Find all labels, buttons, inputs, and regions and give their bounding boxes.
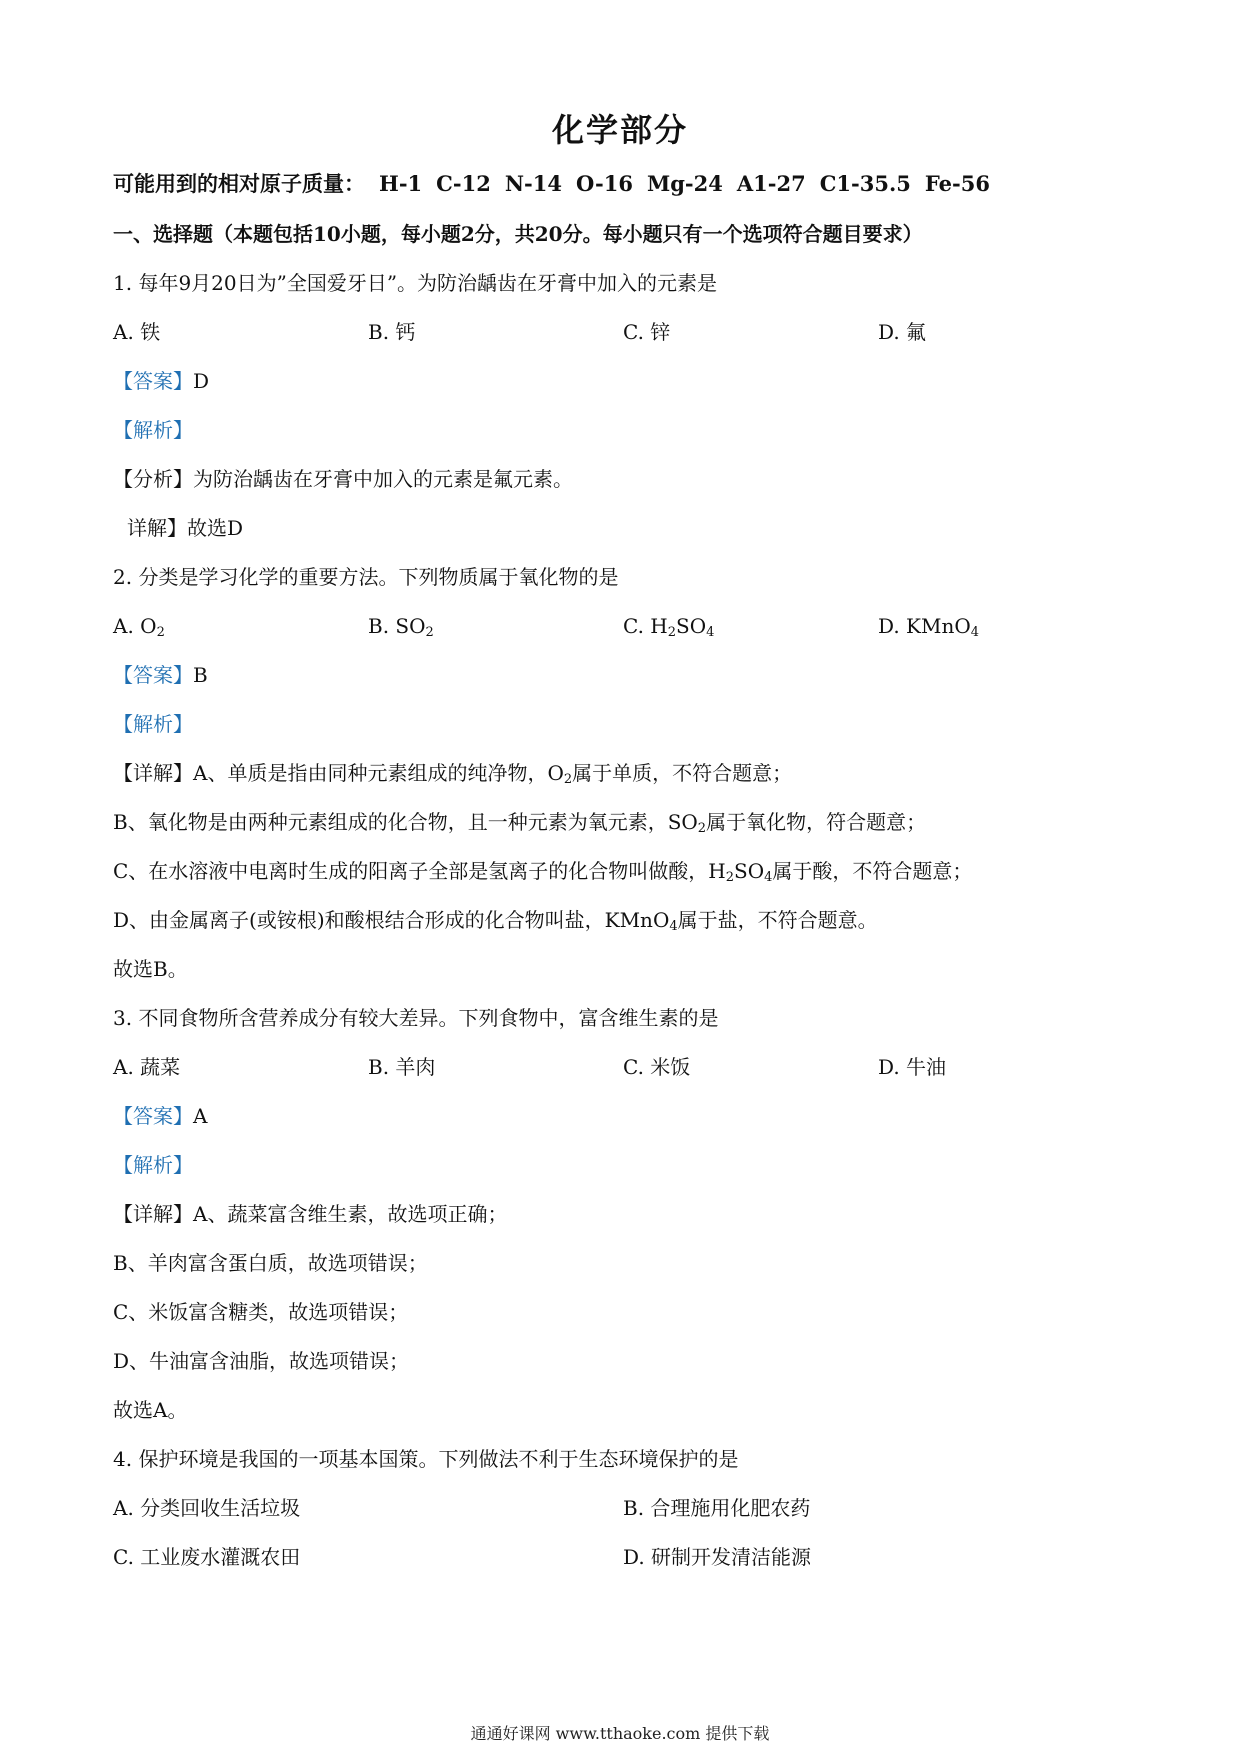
answer-value: D xyxy=(193,369,210,393)
mass-item: N-14 xyxy=(504,171,562,196)
q4-option-c: C. 工业废水灌溉农田 xyxy=(113,1545,301,1569)
atomic-mass-line xyxy=(113,170,990,198)
question-2-stem: 2. 分类是学习化学的重要方法。下列物质属于氧化物的是 xyxy=(113,565,619,589)
q1-option-b: B. 钙 xyxy=(368,320,416,344)
q2-option-b: B. $SO_2$ xyxy=(368,614,434,640)
q3-answer xyxy=(113,1102,207,1130)
q3-option-c: C. 米饭 xyxy=(623,1055,691,1079)
answer-tag: 【答案】 xyxy=(113,1104,193,1128)
q3-detail-line-3: C、米饭富含糖类，故选项错误； xyxy=(113,1300,409,1324)
q1-fenxi xyxy=(113,465,573,493)
q2-detail-line-3: C、在水溶液中电离时生成的阳离子全部是氢离子的化合物叫做酸，$H_2SO_4$属于酸，不符合题意； xyxy=(113,859,973,885)
q2-option-d: D. KMnO$_4$ xyxy=(878,614,980,640)
section-heading: 一、选择题（本题包括10小题，每小题2分，共20分。每小题只有一个选项符合题目要求） xyxy=(113,222,923,246)
atomic-mass-label: 可能用到的相对原子质量： xyxy=(113,171,365,196)
q2-detail-line-4: D、由金属离子(或铵根)和酸根结合形成的化合物叫盐，KMnO$_4$属于盐，不符合题意。 xyxy=(113,908,878,934)
mass-item: A1-27 xyxy=(736,171,806,196)
mass-item: C-12 xyxy=(436,171,491,196)
answer-value: A xyxy=(193,1104,208,1128)
q4-option-b: B. 合理施用化肥农药 xyxy=(623,1496,811,1520)
q2-option-c: C. $H_2SO_4$ xyxy=(623,614,715,640)
q3-detail-line-4: D、牛油富含油脂，故选项错误； xyxy=(113,1349,410,1373)
question-1-stem: 1. 每年9月20日为”全国爱牙日”。为防治龋齿在牙膏中加入的元素是 xyxy=(113,271,718,295)
q3-option-d: D. 牛油 xyxy=(878,1055,947,1079)
mass-item: H-1 xyxy=(379,171,423,196)
q2-detail-line-1: 【详解】A、单质是指由同种元素组成的纯净物，$O_2$属于单质，不符合题意； xyxy=(113,761,793,787)
q2-detail-line-2: B、氧化物是由两种元素组成的化合物，且一种元素为氧元素，$SO_2$属于氧化物，符合题意； xyxy=(113,810,927,836)
q1-option-d: D. 氟 xyxy=(878,320,927,344)
q4-option-a: A. 分类回收生活垃圾 xyxy=(113,1496,301,1520)
question-4-stem: 4. 保护环境是我国的一项基本国策。下列做法不利于生态环境保护的是 xyxy=(113,1447,739,1471)
q1-analysis-tag: 【解析】 xyxy=(113,418,193,442)
answer-value: B xyxy=(193,663,208,687)
mass-item: O-16 xyxy=(575,171,633,196)
q2-option-a: A. $O_2$ xyxy=(113,614,165,640)
q3-detail-line-2: B、羊肉富含蛋白质，故选项错误； xyxy=(113,1251,428,1275)
page-title: 化学部分 xyxy=(551,111,688,149)
mass-item: Mg-24 xyxy=(646,171,723,196)
q3-analysis-tag: 【解析】 xyxy=(113,1153,193,1177)
q3-detail-line-1: 【详解】A、蔬菜富含维生素，故选项正确； xyxy=(113,1202,508,1226)
q3-conclusion: 故选A。 xyxy=(113,1398,188,1422)
q1-answer xyxy=(113,367,209,395)
q1-option-a: A. 铁 xyxy=(113,320,161,344)
answer-tag: 【答案】 xyxy=(113,369,193,393)
mass-item: Fe-56 xyxy=(924,171,990,196)
q2-conclusion: 故选B。 xyxy=(113,957,188,981)
question-3-stem: 3. 不同食物所含营养成分有较大差异。下列食物中，富含维生素的是 xyxy=(113,1006,719,1030)
mass-item: C1-35.5 xyxy=(819,171,911,196)
fenxi-text: 为防治龋齿在牙膏中加入的元素是氟元素。 xyxy=(193,467,573,491)
page-footer: 通通好课网 www.tthaoke.com 提供下载 xyxy=(470,1724,770,1743)
q3-option-a: A. 蔬菜 xyxy=(113,1055,181,1079)
fenxi-tag: 【分析】 xyxy=(113,467,193,491)
q2-answer xyxy=(113,661,208,689)
q1-detail: 详解】故选D xyxy=(127,516,244,540)
q2-analysis-tag: 【解析】 xyxy=(113,712,193,736)
q3-option-b: B. 羊肉 xyxy=(368,1055,436,1079)
q4-option-d: D. 研制开发清洁能源 xyxy=(623,1545,812,1569)
answer-tag: 【答案】 xyxy=(113,663,193,687)
q1-option-c: C. 锌 xyxy=(623,320,671,344)
